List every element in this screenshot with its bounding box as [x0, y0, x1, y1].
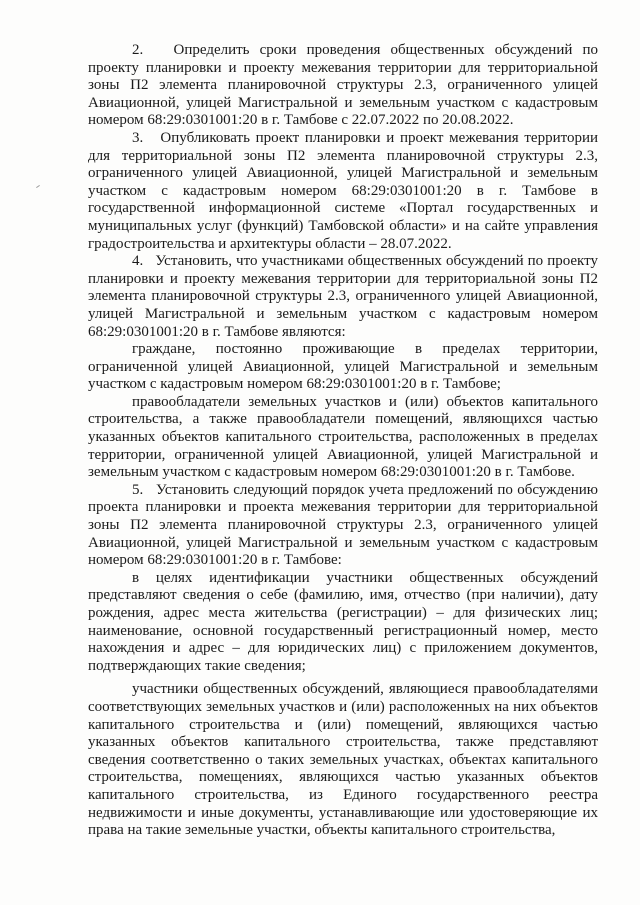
paragraph-text: Определить сроки проведения общественных обсуждений по проекту планировки и проекту межевания территории для территориальной зоны П2 элемента планировочной структуры 2.3, ограниченного улицей Авиационной, улицей Магистральной и земельным участком с кадастровым номером 68:29:0301001:20 в г. Тамбове с 22.07.2022 по 20.08.2022.: [88, 42, 598, 129]
paragraph-text: Установить, что участниками общественных обсуждений по проекту планировки и проекту межевания территории для территориальной зоны П2 элемента планировочной структуры 2.3, ограниченного улицей Авиационной, улицей Магистральной и земельным участком с кадастровым номером 68:29:0301001:20 в г. Тамбове являются:: [88, 253, 599, 340]
paragraph-3: [88, 130, 598, 253]
paragraph-number: 3.: [132, 129, 144, 146]
paragraph-text: граждане, постоянно проживающие в пределах территории, ограниченной улицей Авиационной, улицей Магистральной и земельным участком с кадастровым номером 68:29:0301001:20 в г. Тамбове;: [88, 341, 598, 393]
list-item-rightholders: [88, 681, 598, 839]
paragraph-text: Установить следующий порядок учета предложений по обсуждению проекта планировки и проекта межевания территории для территориальной зоны П2 элемента планировочной структуры 2.3, ограниченного улицей Авиационной, улицей Магистральной и земельным участком с кадастровым номером 68:29:0301001:20 в г. Тамбове:: [88, 481, 598, 569]
list-item-owners: [88, 394, 598, 482]
paragraph-text: в целях идентификации участники общественных обсуждений представляют сведения о себе (фамилию, имя, отчество (при наличии), дату рождения, адрес места жительства (регистрации) – для физических лиц; наименование, основной государственный регистрационный номер, место нахождения и адрес – для юридических лиц) с приложением документов, подтверждающих такие сведения;: [88, 569, 598, 674]
paragraph-text: Опубликовать проект планировки и проект межевания территории для территориальной зоны П2 элемента планировочной структуры 2.3, ограниченного улицей Авиационной, улицей Магистральной и земельным участком с кадастровым номером 68:29:0301001:20 в г. Тамбове в государственной информационной системе «Портал государственных и муниципальных услуг (функций) Тамбовской области» и на сайте управления градостроительства и архитектуры области – 28.07.2022.: [88, 129, 599, 252]
paragraph-number: 2.: [132, 42, 144, 58]
paragraph-4: [88, 253, 598, 341]
scan-mark: [36, 185, 40, 188]
paragraph-number: 4.: [132, 253, 144, 270]
paragraph-number: 5.: [132, 481, 144, 498]
document-body: [88, 42, 598, 840]
list-item-citizens: [88, 341, 598, 394]
paragraph-text: участники общественных обсуждений, являющиеся правообладателями соответствующих земельных участков и (или) расположенных на них объектов капитального строительства и (или) помещений, являющихся частью указанных объектов капитального строительства, также представляют сведения соответственно о таких земельных участках, объектах капитального строительства, помещениях, являющихся частью указанных объектов капитального строительства, из Единого государственного реестра недвижимости и иные документы, устанавливающие или удостоверяющие их права на такие земельные участки, объекты капитального строительства,: [88, 681, 598, 839]
list-item-identification: [88, 570, 598, 676]
paragraph-text: правообладатели земельных участков и (или) объектов капитального строительства, а также правообладатели помещений, являющихся частью указанных объектов капитального строительства, расположенных в пределах территории, ограниченной улицей Авиационной, улицей Магистральной и земельным участком с кадастровым номером 68:29:0301001:20 в г. Тамбове.: [88, 393, 598, 481]
paragraph-2: [88, 42, 598, 130]
paragraph-5: [88, 482, 598, 570]
